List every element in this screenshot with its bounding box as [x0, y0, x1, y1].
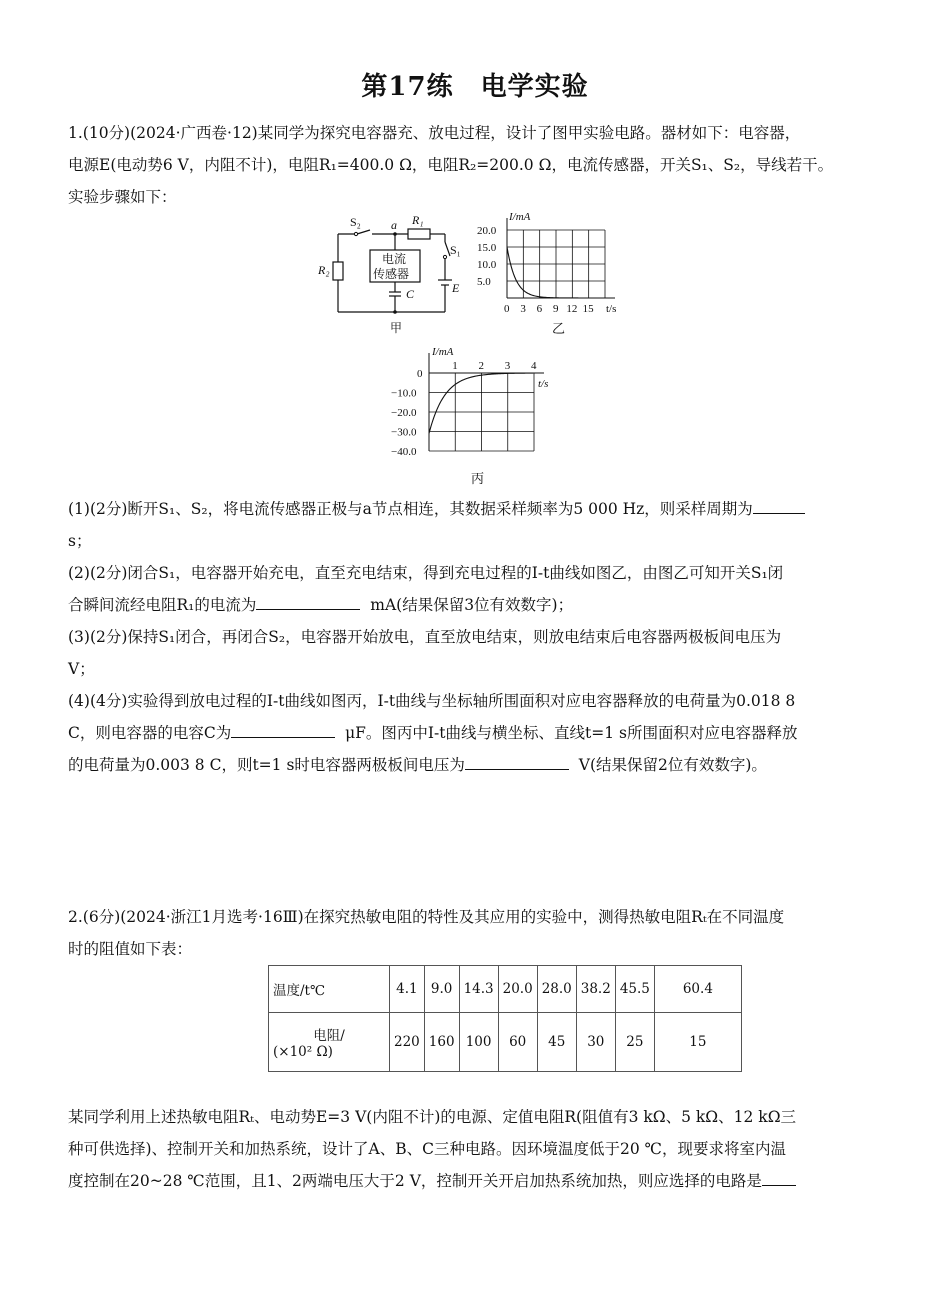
- table-header-resistance-a: 电阻/: [313, 1028, 345, 1044]
- table-cell: 60.4: [654, 966, 741, 1013]
- table-header-resistance-b: (×10² Ω): [273, 1044, 333, 1060]
- q1-sub4-line1: (4)(4分)实验得到放电过程的I-t曲线如图丙，I-t曲线与坐标轴所围面积对应电容器释放的电荷量为0.018 8: [68, 692, 796, 710]
- q1-intro-line1: 1.(10分)(2024·广西卷·12)某同学为探究电容器充、放电过程，设计了图甲实验电路。器材如下：电容器，: [68, 124, 801, 142]
- q1-sub3-unit: V；: [68, 660, 95, 678]
- label-s1: S₁: [450, 243, 461, 257]
- x-tick-label: 1: [452, 360, 458, 372]
- answer-blank-4[interactable]: [465, 751, 569, 770]
- y-tick-label: −40.0: [391, 446, 417, 458]
- q1-intro-line3: 实验步骤如下：: [68, 188, 177, 206]
- label-r2: R₂: [318, 263, 330, 277]
- q1-sub4: [68, 685, 884, 781]
- table-cell: 160: [424, 1013, 459, 1072]
- q1-sub3: [68, 621, 884, 685]
- q1-sub1-unit: s；: [68, 532, 92, 550]
- q2-intro-line2: 时的阻值如下表：: [68, 940, 193, 958]
- q1-sub4-line2b: μF。图丙中I-t曲线与横坐标、直线t=1 s所围面积对应电容器释放: [345, 724, 798, 742]
- x-tick-label: 6: [536, 303, 543, 315]
- y-tick-label: −20.0: [391, 407, 417, 419]
- y-tick-label: 20.0: [477, 225, 497, 237]
- resistance-table: [268, 965, 742, 1072]
- x-tick-label: 3: [520, 303, 526, 315]
- q1-sub4-line2a: C，则电容器的电容C为: [68, 724, 232, 742]
- q2-intro: [68, 901, 884, 965]
- caption-jia: 甲: [390, 321, 403, 335]
- q1-sub2: [68, 557, 884, 621]
- table-cell: 30: [576, 1013, 615, 1072]
- q1-sub2-unit: mA(结果保留3位有效数字)；: [370, 596, 574, 614]
- table-cell: 15: [654, 1013, 741, 1072]
- table-cell: 60: [498, 1013, 537, 1072]
- answer-blank-2[interactable]: [256, 591, 360, 610]
- label-e: E: [452, 281, 460, 295]
- table-cell: 9.0: [424, 966, 459, 1013]
- q2-intro-line1: 2.(6分)(2024·浙江1月选考·16Ⅲ)在探究热敏电阻的特性及其应用的实验中，测得热敏电阻Rₜ在不同温度: [68, 908, 785, 926]
- caption-yi: 乙: [552, 321, 566, 336]
- table-header-resistance: [269, 1013, 390, 1072]
- y-tick-label: −30.0: [391, 426, 417, 439]
- table-cell: 25: [615, 1013, 654, 1072]
- q1-intro-line2: 电源E(电动势6 V，内阻不计)，电阻R₁=400.0 Ω，电阻R₂=200.0 Ω，电流传感器，开关S₁、S₂，导线若干。: [68, 156, 834, 174]
- x-tick-label: 15: [582, 303, 594, 315]
- caption-bing: 丙: [471, 471, 485, 486]
- x-tick-label: 12: [566, 303, 578, 315]
- answer-blank-3[interactable]: [231, 719, 335, 738]
- q1-sub2-line2: 合瞬间流经电阻R₁的电流为: [68, 596, 257, 614]
- sensor-label-2: 传感器: [373, 267, 410, 281]
- q2-body-line2: 种可供选择)、控制开关和加热系统，设计了A、B、C三种电路。因环境温度低于20 ℃，现要求将室内温: [68, 1140, 786, 1158]
- table-header-temp: 温度/t℃: [269, 966, 390, 1013]
- q1-sub4-line3b: V(结果保留2位有效数字)。: [578, 756, 767, 774]
- table-cell: 45: [537, 1013, 576, 1072]
- x-tick-label: 9: [553, 303, 559, 315]
- x-tick-label: 0: [504, 303, 510, 315]
- x-tick-label: 4: [531, 360, 537, 372]
- table-cell: 14.3: [459, 966, 498, 1013]
- chart-bing: [385, 343, 570, 488]
- y-axis-label: I/mA: [432, 346, 454, 358]
- q1-intro: [68, 117, 884, 213]
- discharging-curve: [429, 373, 533, 433]
- table-cell: 20.0: [498, 966, 537, 1013]
- y-axis-label: I/mA: [509, 212, 531, 223]
- label-a: a: [391, 218, 397, 232]
- circuit-diagram: [310, 212, 470, 337]
- q2-body-line1: 某同学利用上述热敏电阻Rₜ、电动势E=3 V(内阻不计)的电源、定值电阻R(阻值有3 kΩ、5 kΩ、12 kΩ三: [68, 1108, 797, 1126]
- charging-curve: [507, 247, 594, 298]
- table-cell: 100: [459, 1013, 498, 1072]
- q2-body-line3: 度控制在20~28 ℃范围，且1、2两端电压大于2 V，控制开关开启加热系统加热，则应选择的电路是: [68, 1172, 762, 1190]
- x-axis-label: t/s: [606, 303, 617, 315]
- q1-sub2-line1: (2)(2分)闭合S₁，电容器开始充电，直至充电结束，得到充电过程的I-t曲线如图乙，由图乙可知开关S₁闭: [68, 564, 784, 582]
- table-cell: 45.5: [615, 966, 654, 1013]
- q1-sub4-line3a: 的电荷量为0.003 8 C，则t=1 s时电容器两极板间电压为: [68, 756, 465, 774]
- label-s2: S₂: [350, 215, 361, 229]
- answer-blank-5[interactable]: [762, 1167, 796, 1186]
- q2-body: [68, 1101, 884, 1197]
- y-tick-label: 10.0: [477, 259, 497, 271]
- table-row-temp: [269, 966, 742, 1013]
- x-axis-label: t/s: [538, 378, 549, 390]
- page-title: 第17练 电学实验: [361, 72, 589, 102]
- x-tick-label: 3: [504, 360, 511, 372]
- sensor-label-1: 电流: [382, 252, 407, 266]
- label-r1: R₁: [412, 213, 424, 227]
- table-cell: 38.2: [576, 966, 615, 1013]
- y-tick-label: 0: [417, 368, 423, 380]
- q1-sub3-line1: (3)(2分)保持S₁闭合，再闭合S₂，电容器开始放电，直至放电结束，则放电结束后电容器两极板间电压为: [68, 628, 782, 646]
- q1-sub1: [68, 493, 884, 557]
- table-cell: 220: [390, 1013, 425, 1072]
- y-tick-label: 5.0: [477, 276, 491, 288]
- y-tick-label: 15.0: [477, 242, 497, 254]
- table-cell: 4.1: [390, 966, 425, 1013]
- y-tick-label: −10.0: [391, 387, 417, 400]
- x-tick-label: 2: [478, 360, 484, 372]
- label-c: C: [406, 287, 415, 301]
- chart-yi: [475, 212, 635, 337]
- table-row-resistance: [269, 1013, 742, 1072]
- table-cell: 28.0: [537, 966, 576, 1013]
- answer-blank-1[interactable]: [753, 495, 805, 514]
- q1-sub1-text: (1)(2分)断开S₁、S₂，将电流传感器正极与a节点相连，其数据采样频率为5 000 Hz，则采样周期为: [68, 500, 753, 518]
